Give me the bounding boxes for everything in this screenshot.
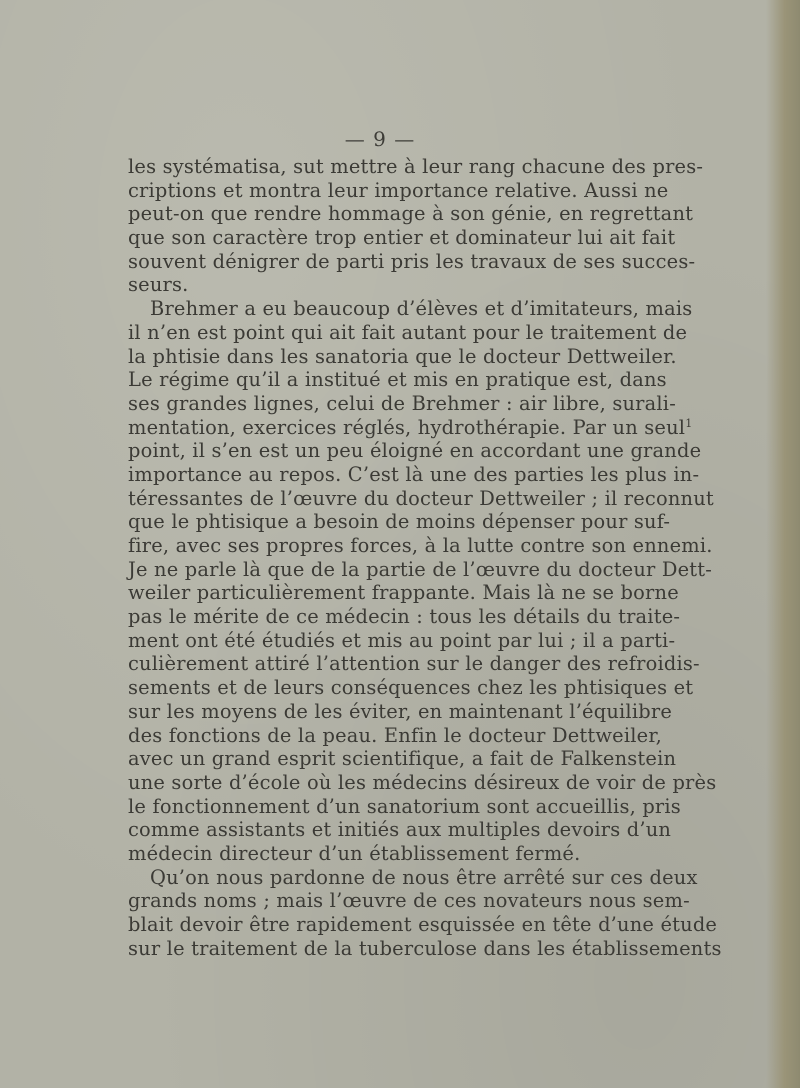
- text-line: criptions et montra leur importance relative. Aussi ne: [128, 178, 669, 202]
- text-line: seurs.: [128, 273, 189, 297]
- text-line: sur le traitement de la tuberculose dans les établissements: [128, 936, 722, 960]
- text-line: la phtisie dans les sanatoria que le docteur Dettweiler.: [128, 344, 677, 368]
- body-text: [128, 155, 722, 960]
- text-line: comme assistants et initiés aux multiples devoirs d’un: [128, 818, 672, 842]
- text-line: peut-on que rendre hommage à son génie, en regrettant: [128, 202, 694, 226]
- text-line: Brehmer a eu beaucoup d’élèves et d’imitateurs, mais: [150, 297, 693, 321]
- page-edge: [766, 0, 800, 1088]
- text-line: point, il s’en est un peu éloigné en accordant une grande: [128, 439, 702, 463]
- text-line: une sorte d’école où les médecins désireux de voir de près: [128, 770, 717, 794]
- text-line: importance au repos. C’est là une des parties les plus in-: [128, 462, 700, 486]
- text-line: Je ne parle là que de la partie de l’œuvre du docteur Dett-: [128, 557, 713, 581]
- text-line: médecin directeur d’un établissement fermé.: [128, 841, 581, 865]
- text-line: téressantes de l’œuvre du docteur Dettweiler ; il reconnut: [128, 486, 714, 510]
- text-line: grands noms ; mais l’œuvre de ces novateurs nous sem-: [128, 889, 690, 913]
- footnote-marker: 1: [685, 416, 693, 430]
- text-line: Qu’on nous pardonne de nous être arrêté sur ces deux: [150, 865, 698, 889]
- text-line: sur les moyens de les éviter, en maintenant l’équilibre: [128, 699, 672, 723]
- text-line: Le régime qu’il a institué et mis en pratique est, dans: [128, 368, 667, 392]
- text-line: pas le mérite de ce médecin : tous les détails du traite-: [128, 605, 681, 629]
- text-line: ment ont été étudiés et mis au point par lui ; il a parti-: [128, 628, 676, 652]
- text-line: sements et de leurs conséquences chez les phtisiques et: [128, 676, 694, 700]
- text-line: avec un grand esprit scientifique, a fait de Falkenstein: [128, 747, 677, 771]
- text-line: blait devoir être rapidement esquissée en tête d’une étude: [128, 913, 718, 936]
- text-line-content: mentation, exercices réglés, hydrothérapie. Par un seul: [128, 415, 686, 439]
- text-line: il n’en est point qui ait fait autant pour le traitement de: [128, 320, 688, 344]
- text-line: le fonctionnement d’un sanatorium sont accueillis, pris: [128, 794, 681, 818]
- text-line-with-footnote: [128, 415, 693, 440]
- text-line: culièrement attiré l’attention sur le danger des refroidis-: [128, 652, 700, 676]
- text-line: les systématisa, sut mettre à leur rang chacune des pres-: [128, 155, 704, 178]
- text-line: souvent dénigrer de parti pris les travaux de ses succes-: [128, 249, 696, 273]
- text-line: fire, avec ses propres forces, à la lutte contre son ennemi.: [128, 534, 713, 557]
- text-line: que son caractère trop entier et dominateur lui ait fait: [128, 226, 676, 250]
- text-line: ses grandes lignes, celui de Brehmer : air libre, surali-: [128, 391, 676, 415]
- text-line: des fonctions de la peau. Enfin le docteur Dettweiler,: [128, 723, 663, 747]
- text-line: weiler particulièrement frappante. Mais là ne se borne: [128, 581, 679, 605]
- text-line: que le phtisique a besoin de moins dépenser pour suf-: [128, 510, 671, 534]
- page-number: — 9 —: [344, 127, 416, 151]
